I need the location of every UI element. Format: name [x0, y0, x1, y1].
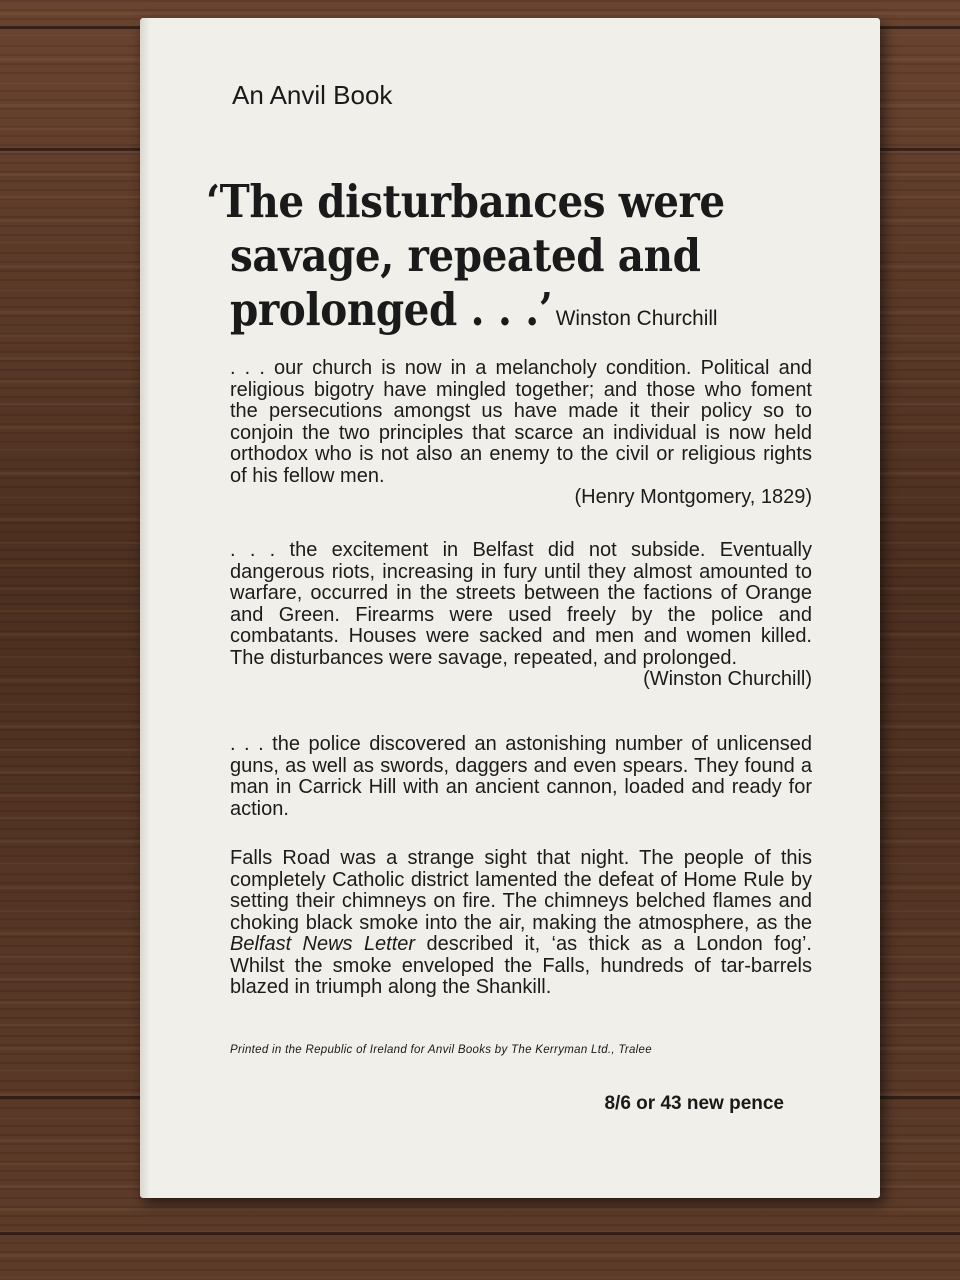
newspaper-title: Belfast News Letter — [230, 933, 416, 955]
price-label: 8/6 or 43 new pence — [604, 1093, 784, 1114]
quote-paragraph-2-text: . . . the excitement in Belfast did not subside. Eventually dangerous riots, increasing in fury until they almost amounted to warfare, occurred in the streets between the factions of Orange and Green. Firearms were used freely by the police and combatants. Houses were sacked and men and women killed. The disturbances were savage, repeated, and prolonged. — [230, 539, 812, 669]
printer-imprint: Printed in the Republic of Ireland for Anvil Books by The Kerryman Ltd., Tralee — [230, 1044, 652, 1056]
book-back-cover — [140, 18, 880, 1198]
quote-paragraph-4 — [230, 848, 812, 999]
quote-paragraph-1 — [230, 358, 812, 509]
quote-paragraph-3-text: . . . the police discovered an astonishing number of unlicensed guns, as well as swords, daggers and even spears. They found a man in Carrick Hill with an ancient cannon, loaded and ready for action. — [230, 733, 812, 820]
quote-paragraph-4-text-before: Falls Road was a strange sight that night. The people of this completely Catholic district lamented the defeat of Home Rule by setting their chimneys on fire. The chimneys belched flames and choking black smoke into the air, making the atmosphere, as the — [230, 847, 812, 934]
quote-paragraph-4-text-after: described it, ‘as thick as a London fog’. Whilst the smoke enveloped the Falls, hundreds of tar-barrels blazed in triumph along the Shankill. — [230, 933, 812, 998]
quote-paragraph-3 — [230, 734, 812, 820]
quote-paragraph-1-citation: (Henry Montgomery, 1829) — [574, 486, 812, 508]
quote-paragraph-2-citation: (Winston Churchill) — [643, 668, 812, 690]
publisher-label: An Anvil Book — [232, 80, 393, 110]
headline-quote-line-2: savage, repeated and — [230, 229, 701, 282]
headline-attribution: Winston Churchill — [556, 307, 718, 330]
headline-quote-line-1: ‘The disturbances were — [206, 175, 725, 228]
quote-paragraph-1-text: . . . our church is now in a melancholy condition. Political and religious bigotry have mingled together; and those who foment the persecutions amongst us have made it their policy so to conjoin the two principles that scarce an individual is now held orthodox who is not also an enemy to the civil or religious rights of his fellow men. — [230, 357, 812, 487]
quote-paragraph-2 — [230, 540, 812, 691]
headline-quote-line-3-text: prolonged . . .’ — [230, 283, 553, 336]
headline-quote-line-3 — [230, 284, 788, 345]
